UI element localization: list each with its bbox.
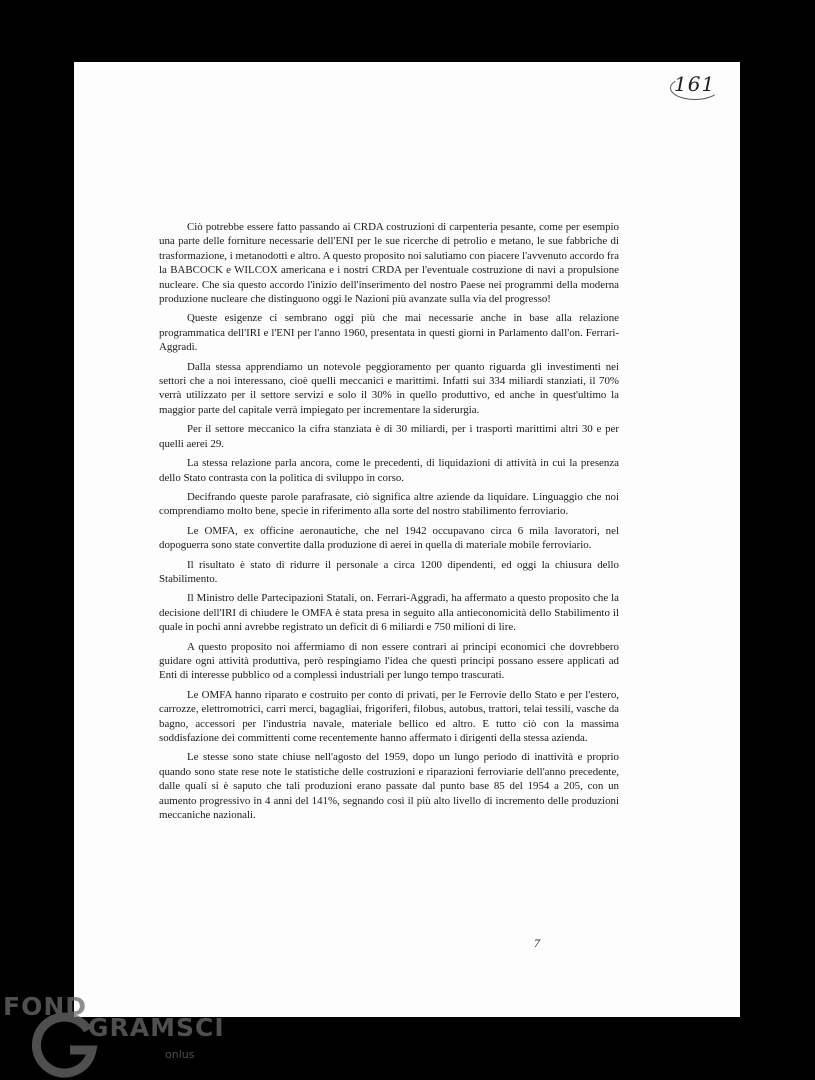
paragraph: Dalla stessa apprendiamo un notevole peggioramento per quanto riguarda gli investimenti nei settori che a noi interessano, cioè quelli meccanici e marittimi. Infatti sui 334 miliardi stanziati, il 70% verrà utilizzato per il settore servizi e solo il 30% in quello produttivo, ed anche in quest'ultimo la maggior parte del capitale verrà impiegato per incrementare la siderurgia. xyxy=(159,360,619,416)
document-page xyxy=(74,62,740,1017)
watermark-fond-text: FOND xyxy=(3,992,88,1021)
handwritten-underline xyxy=(670,76,720,100)
body-text xyxy=(159,220,619,827)
watermark-gramsci-text: GRAMSCI xyxy=(88,1013,225,1042)
paragraph: A questo proposito noi affermiamo di non essere contrari ai principi economici che dovrebbero guidare ogni attività produttiva, però respingiamo l'idea che questi principi possano essere applicati ad Enti di interesse pubblico od a complessi industriali per lungo tempo trascurati. xyxy=(159,640,619,682)
paragraph: Le stesse sono state chiuse nell'agosto del 1959, dopo un lungo periodo di inattività e proprio quando sono state rese note le statistiche delle costruzioni e riparazioni ferroviarie dell'anno precedente, dalle quali si è saputo che tali produzioni erano passate dal punto base 85 del 1954 a 205, con un aumento progressivo in 4 anni del 141%, segnando così il più alto livello di incremento delle produzioni meccaniche nazionali. xyxy=(159,751,619,822)
paragraph: Le OMFA, ex officine aeronautiche, che nel 1942 occupavano circa 6 mila lavoratori, nel dopoguerra sono state convertite dalla produzione di aerei in quella di materiale mobile ferroviario. xyxy=(159,524,619,552)
paragraph: Le OMFA hanno riparato e costruito per conto di privati, per le Ferrovie dello Stato e per l'estero, carrozze, elettromotrici, carri merci, bagagliai, frigoriferi, filobus, autobus, trattori, telai tessili, vasche da bagno, accessori per l'industria navale, materiale bellico ed altro. E tutto ciò con la massima soddisfazione dei committenti come recentemente hanno affermato i dirigenti della stessa azienda. xyxy=(159,688,619,744)
paragraph: La stessa relazione parla ancora, come le precedenti, di liquidazioni di attività in cui la presenza dello Stato contrasta con la politica di sviluppo in corso. xyxy=(159,457,619,484)
paragraph: Per il settore meccanico la cifra stanziata è di 30 miliardi, per i trasporti marittimi altri 30 e per quelli aerei 29. xyxy=(159,423,619,450)
page-mark-text: 161 xyxy=(674,72,716,96)
paragraph: Decifrando queste parole parafrasate, ciò significa altre aziende da liquidare. Linguaggio che noi comprendiamo molto bene, specie in riferimento alla sorte del nostro stabilimento ferroviario. xyxy=(159,490,619,518)
fondazione-gramsci-watermark xyxy=(0,990,230,1080)
handwritten-page-mark xyxy=(674,72,715,96)
paragraph: Il risultato è stato di ridurre il personale a circa 1200 dipendenti, ed oggi la chiusura dello Stabilimento. xyxy=(159,558,619,585)
page-number: 7 xyxy=(534,936,540,950)
paragraph: Queste esigenze ci sembrano oggi più che mai necessarie anche in base alla relazione programmatica dell'IRI e l'ENI per l'anno 1960, presentata in questi giorni in Parlamento dall'on. Ferrari-Aggradi. xyxy=(159,312,619,354)
paragraph: Ciò potrebbe essere fatto passando ai CRDA costruzioni di carpenteria pesante, come per esempio una parte delle forniture necessarie dell'ENI per le sue ricerche di petrolio e metano, le sue fabbriche di trasformazione, i metanodotti e altro. A questo proposito noi salutiamo con piacere l'avvenuto accordo fra la BABCOCK e WILCOX americana e i nostri CRDA per l'eventuale costruzione di navi a propulsione nucleare. Che sia questo accordo l'inizio dell'inserimento del nostro Paese nei programmi della moderna produzione nucleare che distinguono oggi le Nazioni più avanzate sulla via del progresso! xyxy=(159,221,619,306)
paragraph: Il Ministro delle Partecipazioni Statali, on. Ferrari-Aggradi, ha affermato a questo proposito che la decisione dell'IRI di chiudere le OMFA è stata presa in seguito alla antieconomicità dello Stabilimento il quale in pochi anni avrebbe registrato un deficit di 6 miliardi e 750 milioni di lire. xyxy=(159,592,619,634)
watermark-onlus-text: onlus xyxy=(165,1048,195,1061)
